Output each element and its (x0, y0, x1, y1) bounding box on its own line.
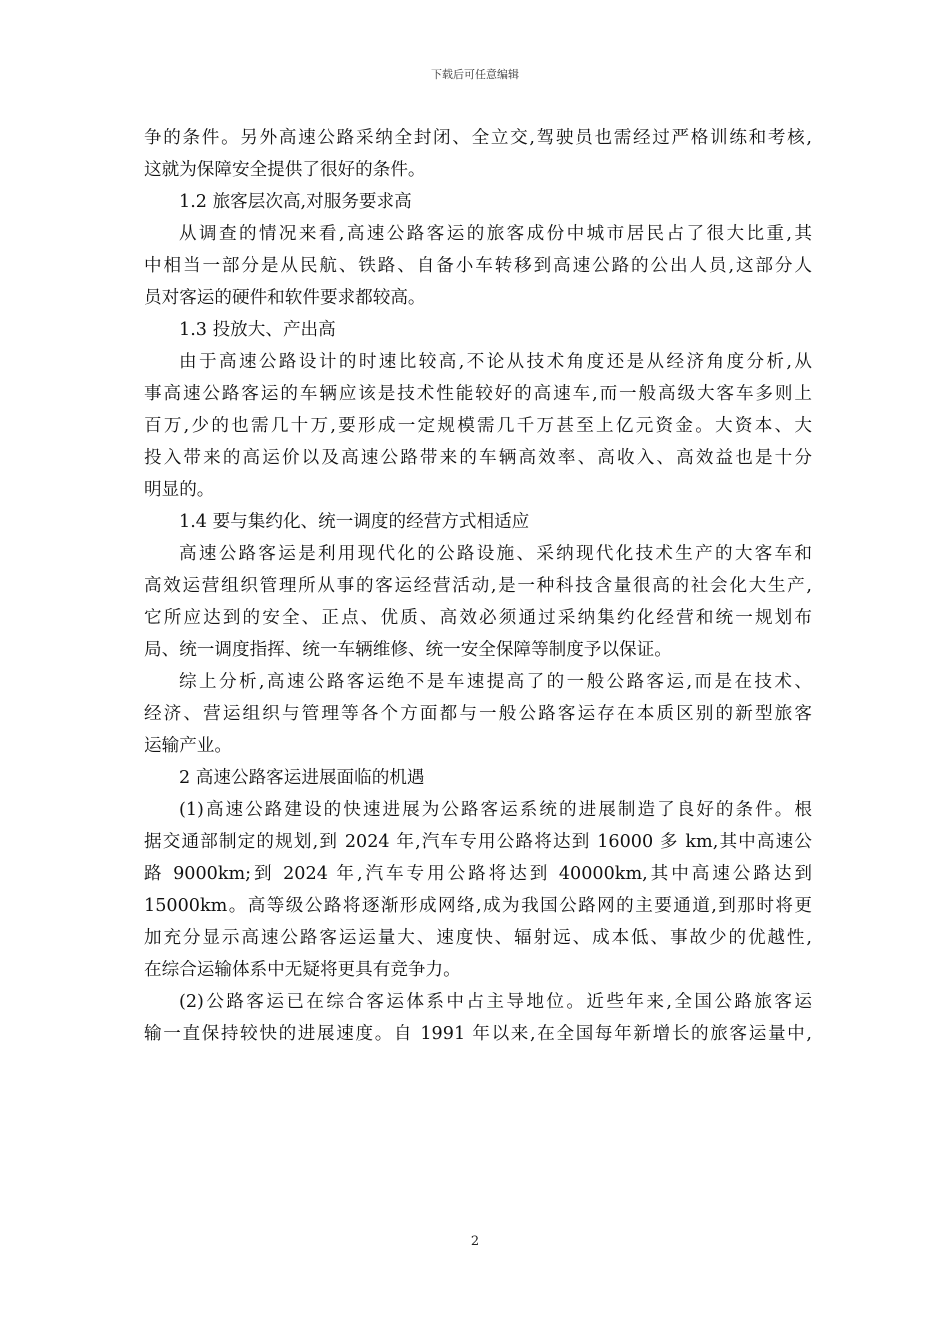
text-line: 员对客运的硬件和软件要求都较高。 (144, 288, 426, 308)
text-line: 由于高速公路设计的时速比较高,不论从技术角度还是从经济角度分析,从 (179, 352, 812, 372)
text-line: 路 9000km;到 2024 年,汽车专用公路将达到 40000km,其中高速公路达到 (144, 864, 812, 884)
page-header: 下载后可任意编辑 (431, 68, 519, 81)
text-line: 2 高速公路客运进展面临的机遇 (179, 768, 425, 788)
text-line: 明显的。 (144, 480, 215, 500)
text-line: 在综合运输体系中无疑将更具有竞争力。 (144, 960, 461, 980)
text-line: 高效运营组织管理所从事的客运经营活动,是一种科技含量很高的社会化大生产, (144, 576, 812, 596)
text-line: 它所应达到的安全、正点、优质、高效必须通过采纳集约化经营和统一规划布 (144, 608, 812, 628)
text-line: 事高速公路客运的车辆应该是技术性能较好的高速车,而一般高级大客车多则上 (144, 384, 812, 404)
text-line: (1)高速公路建设的快速进展为公路客运系统的进展制造了良好的条件。根 (179, 800, 812, 820)
document-body (144, 122, 812, 1050)
text-line: 争的条件。另外高速公路采纳全封闭、全立交,驾驶员也需经过严格训练和考核, (144, 128, 812, 148)
text-line: (2)公路客运已在综合客运体系中占主导地位。近些年来,全国公路旅客运 (179, 992, 812, 1012)
text-line: 从调查的情况来看,高速公路客运的旅客成份中城市居民占了很大比重,其 (179, 224, 812, 244)
text-line: 1.3 投放大、产出高 (179, 320, 336, 340)
text-line: 高速公路客运是利用现代化的公路设施、采纳现代化技术生产的大客车和 (179, 544, 812, 564)
text-line: 15000km。高等级公路将逐渐形成网络,成为我国公路网的主要通道,到那时将更 (144, 896, 812, 916)
text-line: 中相当一部分是从民航、铁路、自备小车转移到高速公路的公出人员,这部分人 (144, 256, 812, 276)
text-line: 输一直保持较快的进展速度。自 1991 年以来,在全国每年新增长的旅客运量中, (144, 1024, 812, 1044)
text-line: 运输产业。 (144, 736, 232, 756)
text-line: 1.4 要与集约化、统一调度的经营方式相适应 (179, 512, 530, 532)
text-line: 据交通部制定的规划,到 2024 年,汽车专用公路将达到 16000 多 km,其中高速公 (144, 832, 812, 852)
text-line: 加充分显示高速公路客运运量大、速度快、辐射远、成本低、事故少的优越性, (144, 928, 812, 948)
text-line: 这就为保障安全提供了很好的条件。 (144, 160, 426, 180)
text-line: 经济、营运组织与管理等各个方面都与一般公路客运存在本质区别的新型旅客 (144, 704, 812, 724)
page-number: 2 (470, 1234, 480, 1249)
text-line: 局、统一调度指挥、统一车辆维修、统一安全保障等制度予以保证。 (144, 640, 672, 660)
text-line: 1.2 旅客层次高,对服务要求高 (179, 192, 412, 212)
text-line: 百万,少的也需几十万,要形成一定规模需几千万甚至上亿元资金。大资本、大 (144, 416, 812, 436)
text-line: 投入带来的高运价以及高速公路带来的车辆高效率、高收入、高效益也是十分 (144, 448, 812, 468)
text-line: 综上分析,高速公路客运绝不是车速提高了的一般公路客运,而是在技术、 (179, 672, 812, 692)
